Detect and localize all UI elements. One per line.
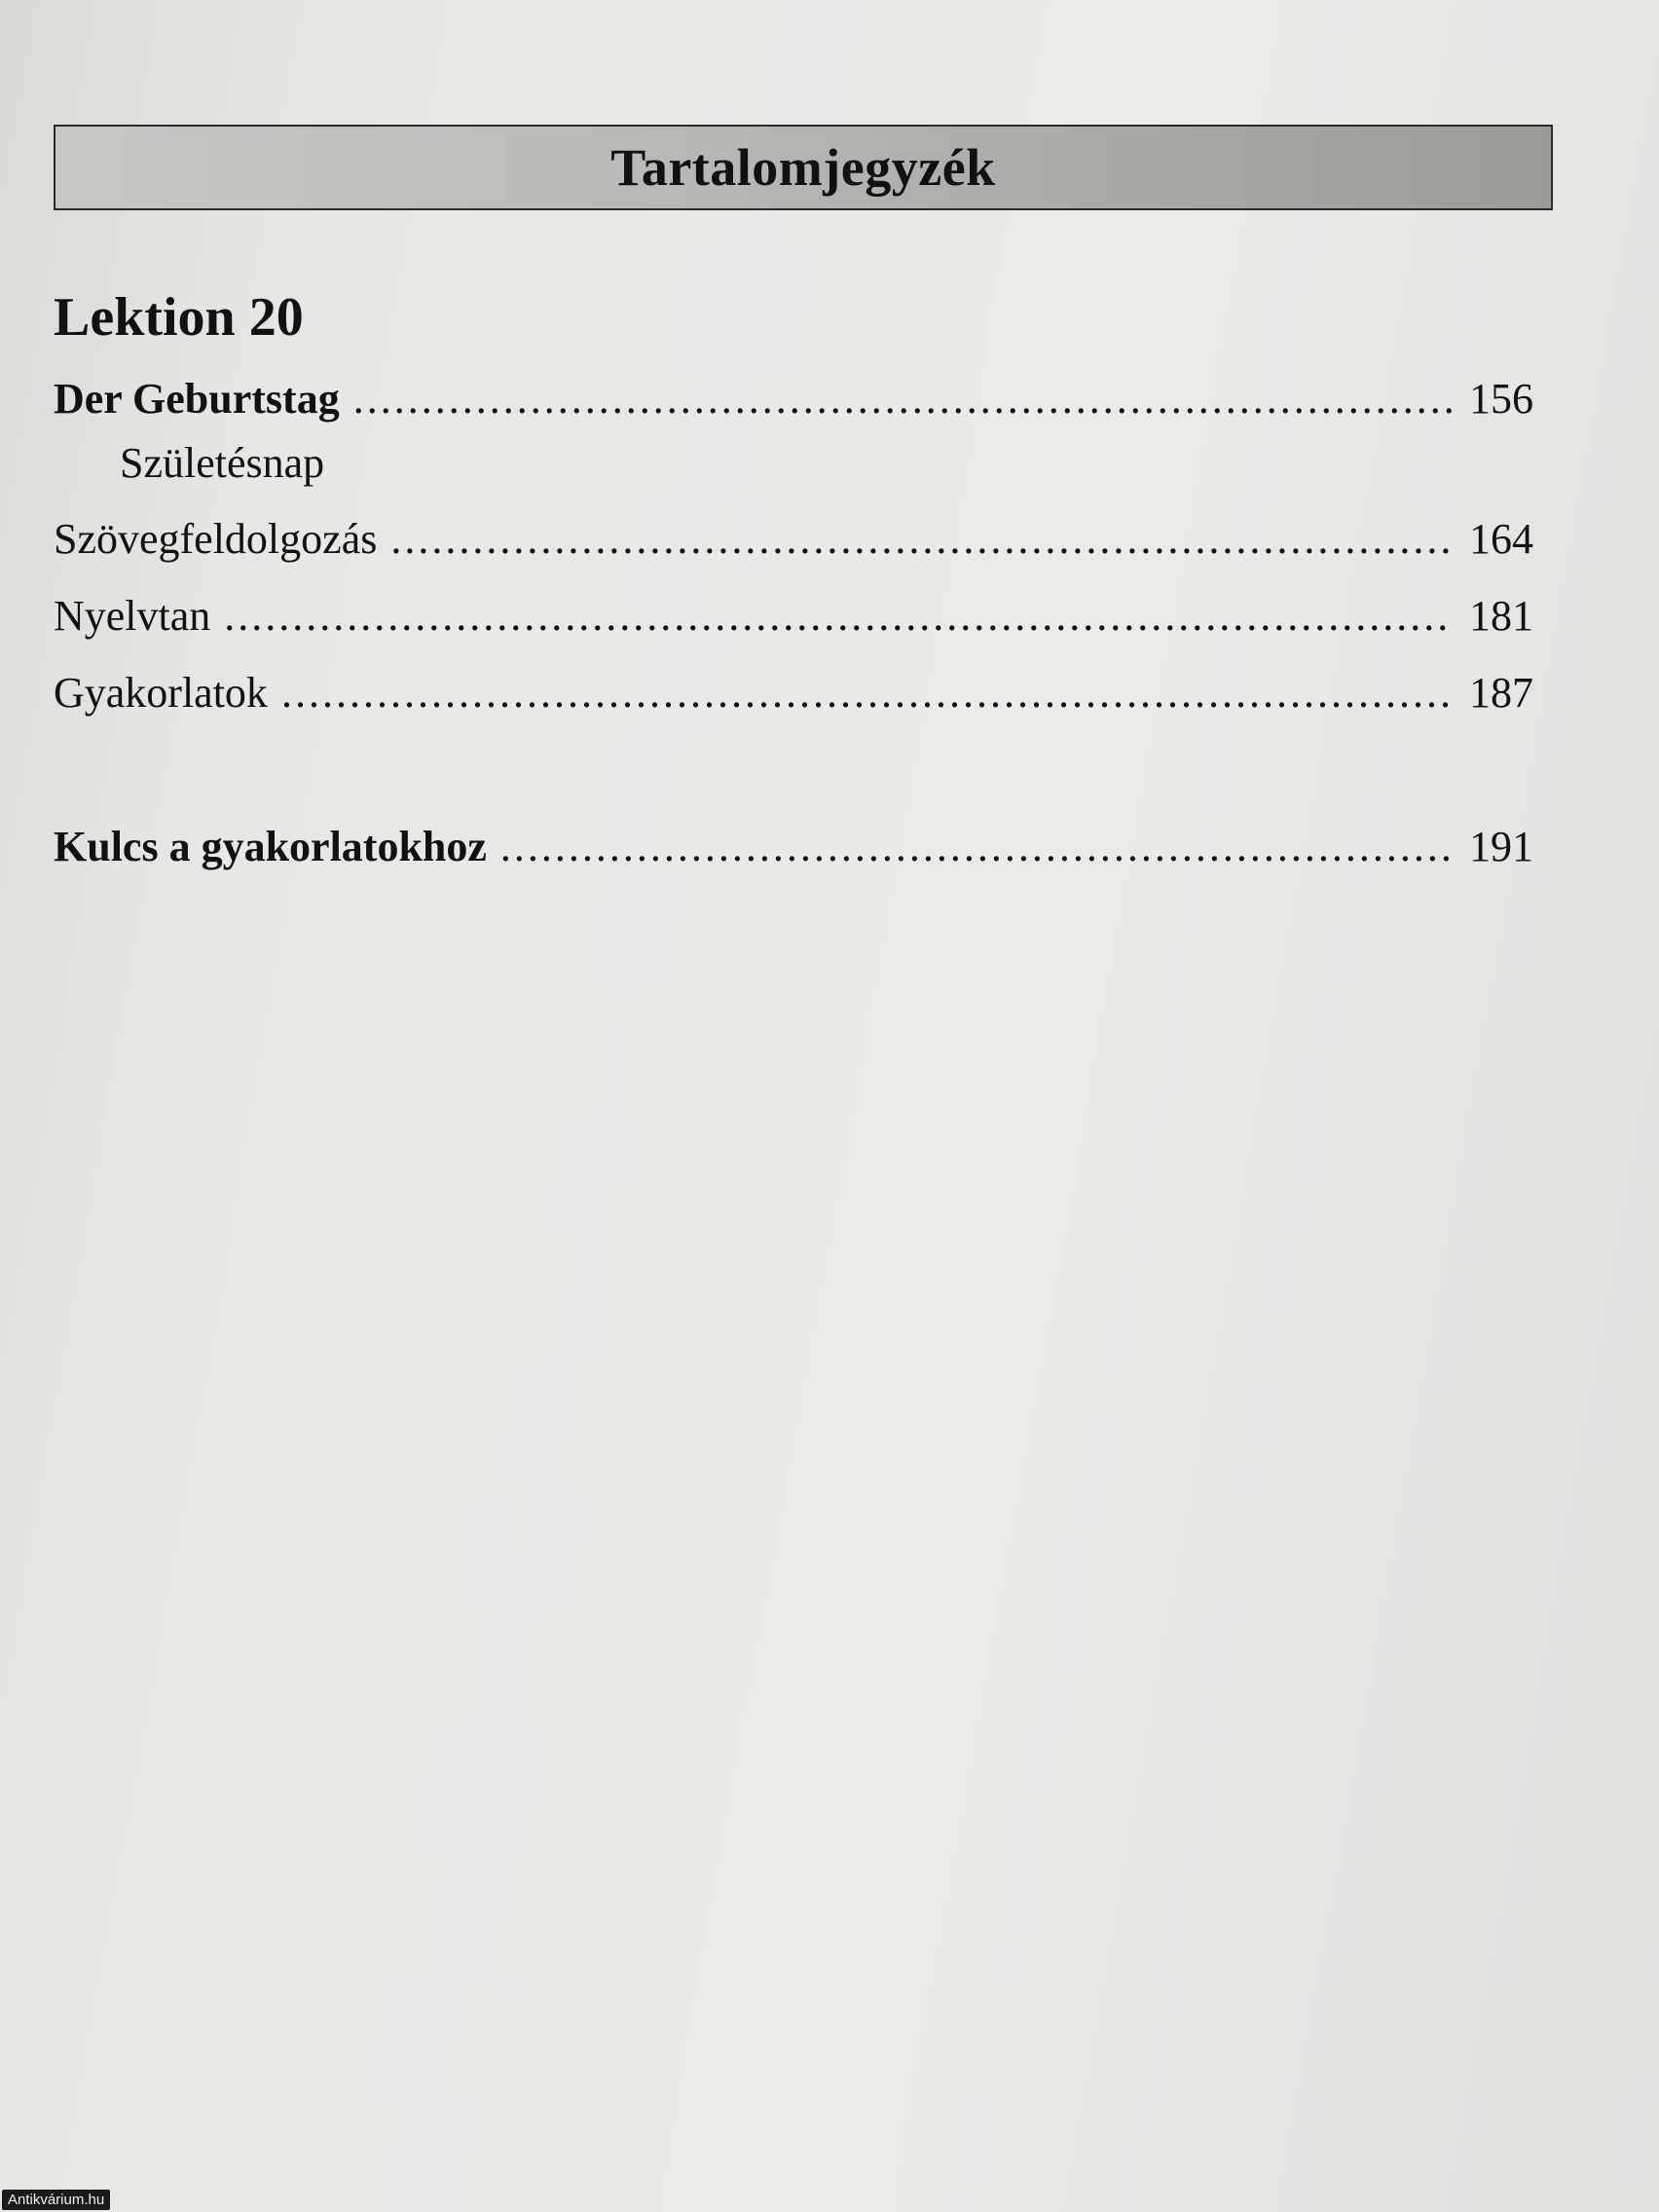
dot-leader (500, 824, 1452, 870)
toc-page-number: 181 (1469, 592, 1533, 640)
toc-entry-label: Der Geburtstag (54, 375, 340, 423)
title-banner (54, 125, 1553, 210)
dot-leader (224, 593, 1452, 640)
toc-entry-label: Szövegfeldolgozás (54, 515, 378, 563)
toc-entry-nyelvtan (54, 593, 1533, 640)
dot-leader (353, 376, 1452, 423)
toc-entry-label: Nyelvtan (54, 592, 211, 640)
toc-entry-szovegfeldolgozas (54, 516, 1533, 563)
toc-entry-der-geburtstag (54, 376, 1533, 423)
toc-subtitle: Születésnap (120, 439, 325, 487)
toc-entry-label: Gyakorlatok (54, 669, 268, 717)
toc-page-number: 156 (1469, 375, 1533, 423)
toc-entry-gyakorlatok (54, 670, 1533, 717)
dot-leader (390, 516, 1452, 563)
page-title: Tartalomjegyzék (610, 138, 996, 197)
toc-entry-kulcs (54, 824, 1533, 870)
dot-leader (281, 670, 1452, 717)
toc-page-number: 187 (1469, 669, 1533, 717)
toc-entry-label: Kulcs a gyakorlatokhoz (54, 823, 487, 870)
toc-page-number: 191 (1469, 823, 1533, 870)
toc-page-number: 164 (1469, 515, 1533, 563)
lesson-heading: Lektion 20 (54, 287, 304, 348)
watermark: Antikvárium.hu (2, 2190, 110, 2210)
